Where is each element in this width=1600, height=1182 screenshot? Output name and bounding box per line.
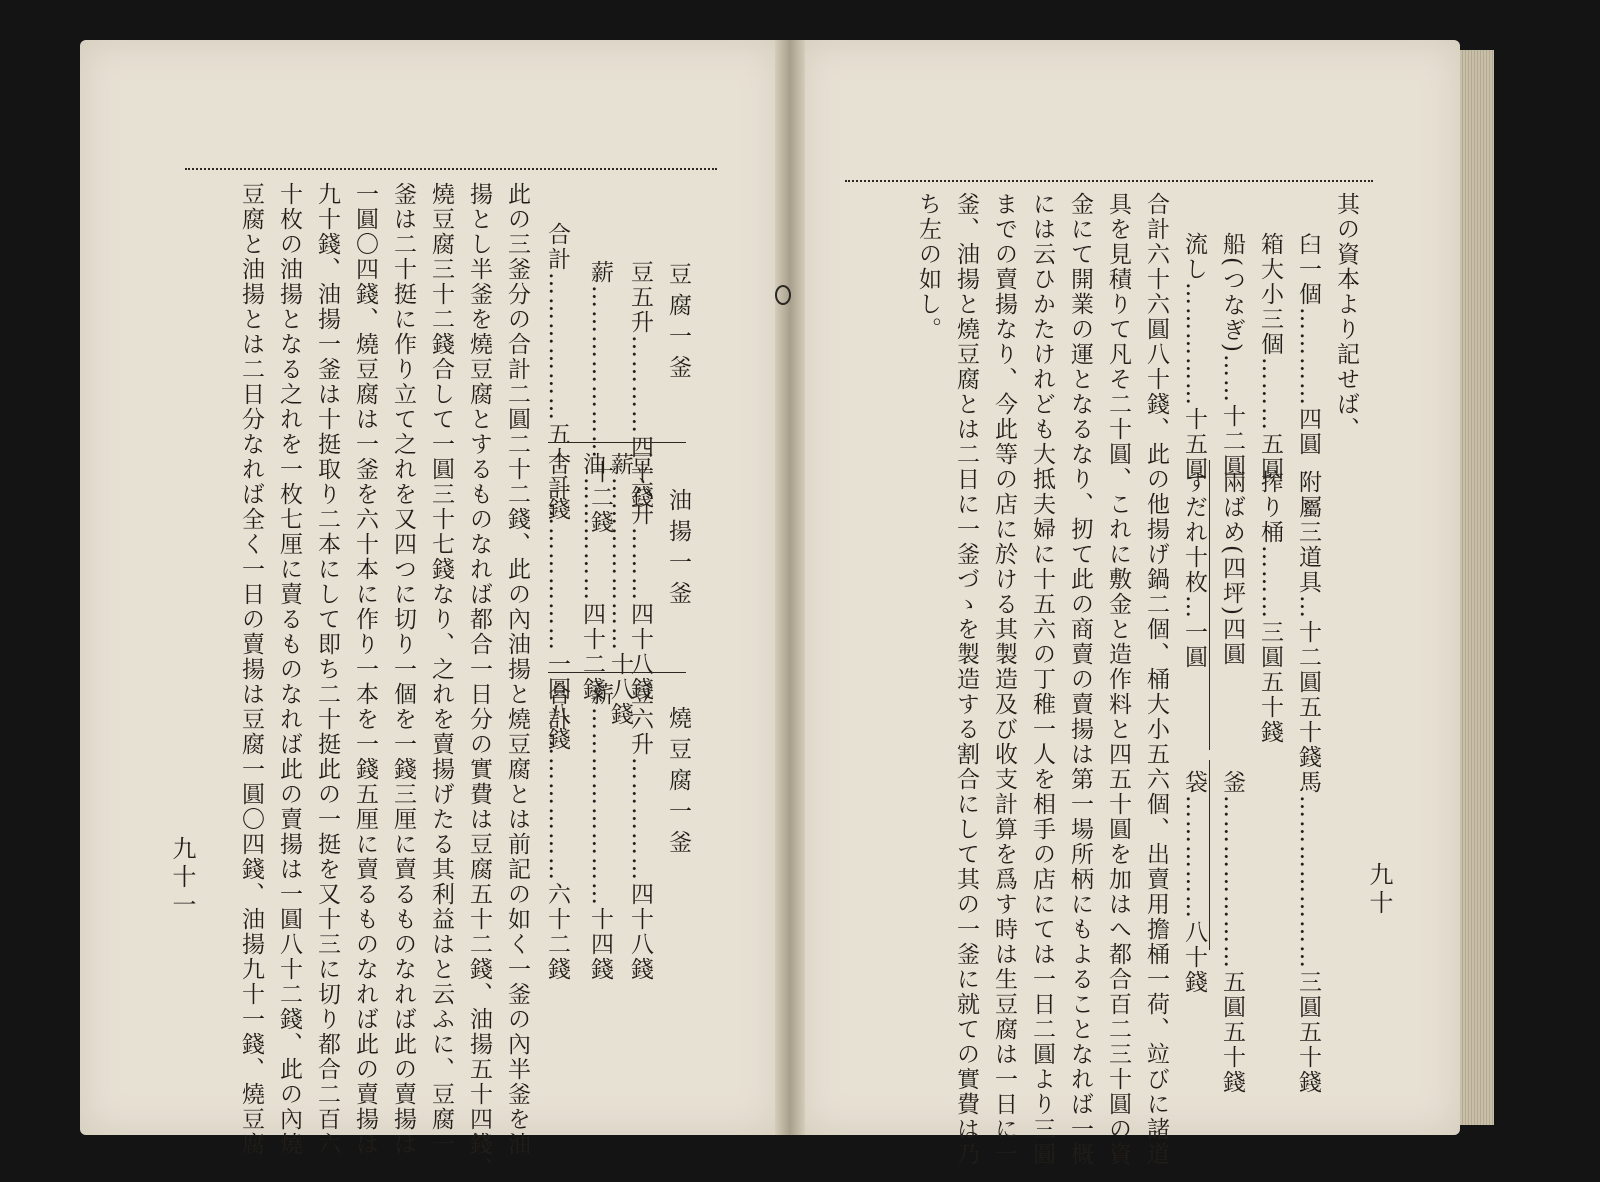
body-column: 豆腐と油揚とは二日分なれば全く一日の賣揚は豆腐一圓〇四錢、油揚九十一錢、燒豆腐	[238, 182, 264, 1157]
left-header-rule	[185, 168, 717, 170]
body-column: 揚とし半釜を燒豆腐とするものなれば都合一日分の實費は豆腐五十二錢、油揚五十四錢、	[466, 182, 492, 1182]
capital-item: 袋……………八十錢	[1181, 770, 1207, 995]
capital-item: 馬…………………三圓五十錢	[1295, 770, 1321, 1095]
table-divider	[548, 672, 686, 673]
table-row: 油……………四十二錢	[579, 452, 605, 702]
table-row: 薪……………………十四錢	[587, 682, 613, 982]
table-total: 合計………………五十二錢	[544, 222, 570, 522]
table-title: 油揚一釜	[665, 488, 691, 612]
capital-item: すだれ十枚…一圓	[1181, 470, 1207, 670]
capital-item: 搾り桶………三圓五十錢	[1257, 470, 1283, 745]
body-column: 合計六十六圓八十錢、此の他揚げ鍋二個、桶大小五六個、出賣用擔桶一荷、竝びに諸道	[1143, 192, 1169, 1167]
table-row: 豆六升………四十八錢	[627, 452, 653, 702]
binding-hole	[775, 285, 791, 305]
capital-item: 流し……………十五圓	[1181, 232, 1207, 482]
body-column: 燒豆腐三十二錢合して一圓三十七錢なり、之れを賣揚げたる其利益はと云ふに、豆腐一	[428, 182, 454, 1157]
table-title: 豆腐一釜	[665, 262, 691, 386]
capital-intro: 其の資本より記せば、	[1333, 192, 1359, 442]
body-column: 九十錢、油揚一釜は十挺取り二本にして即ち二十挺此の一挺を又十三に切り都合二百六	[314, 182, 340, 1157]
capital-item: 箱大小三個………五圓	[1257, 232, 1283, 482]
capital-item: 臼一個…………四圓	[1295, 232, 1321, 457]
body-column: 十枚の油揚となる之れを一枚七厘に賣るものなれば此の賣揚は一圓八十二錢、此の內燒	[276, 182, 302, 1157]
table-row: 豆五升…………四十錢	[627, 260, 653, 510]
body-column: までの賣揚なり、今此等の店に於ける其製造及び收支計算を爲す時は生豆腐は一日に一	[991, 192, 1017, 1167]
page-number: 九十	[1365, 862, 1393, 918]
right-header-rule	[845, 180, 1373, 182]
capital-item: 附屬三道具…十二圓五十錢	[1295, 470, 1321, 770]
body-column: 釜は二十挺に作り立て之れを又四つに切り一個を一錢三厘に賣るものなれば此の賣揚は	[390, 182, 416, 1157]
body-column: 一圓〇四錢、燒豆腐は一釜を六十本に作り一本を一錢五厘に賣るものなれば此の賣揚は	[352, 182, 378, 1157]
body-column: 金にて開業の運となるなり、扨て此の商賣の賣揚は第一場所柄にもよることなれば一概	[1067, 192, 1093, 1167]
body-column: には云ひかたけれども大抵夫婦に十五六の丁稚一人を相手の店にては一日二圓より三圓	[1029, 192, 1055, 1167]
capital-divider	[1209, 760, 1210, 950]
body-column: 此の三釜分の合計二圓二十二錢、此の內油揚と燒豆腐とは前記の如く一釜の內半釜を油	[504, 182, 530, 1157]
table-row: 豆六升……………四十八錢	[627, 682, 653, 982]
page-number: 九十一	[168, 836, 196, 920]
table-row: 薪…………………十二錢	[587, 260, 613, 535]
table-total: 合計………………六十二錢	[544, 682, 570, 982]
body-column: 釜、油揚と燒豆腐とは二日に一釜づゝを製造する割合にして其の一釜に就ての實費は乃	[953, 192, 979, 1167]
table-row: 薪…………………十八錢	[607, 452, 633, 727]
capital-item: 兩ばめ(四坪)四圓	[1219, 470, 1245, 667]
capital-item: 釜…………………五圓五十錢	[1219, 770, 1245, 1095]
capital-divider	[1209, 460, 1210, 750]
table-total: 合計………………一圓八錢	[544, 452, 570, 752]
right-page-edges	[1460, 50, 1494, 1125]
body-column: 具を見積りて凡そ二十圓、これに敷金と造作料と四五十圓を加はへ都合百二三十圓の資	[1105, 192, 1131, 1167]
table-title: 燒豆腐一釜	[665, 706, 691, 861]
body-column: ち左の如し。	[915, 192, 941, 342]
table-divider	[548, 442, 686, 443]
capital-item: 船(つなぎ)……十二圓	[1219, 232, 1245, 479]
book-gutter	[775, 40, 805, 1135]
